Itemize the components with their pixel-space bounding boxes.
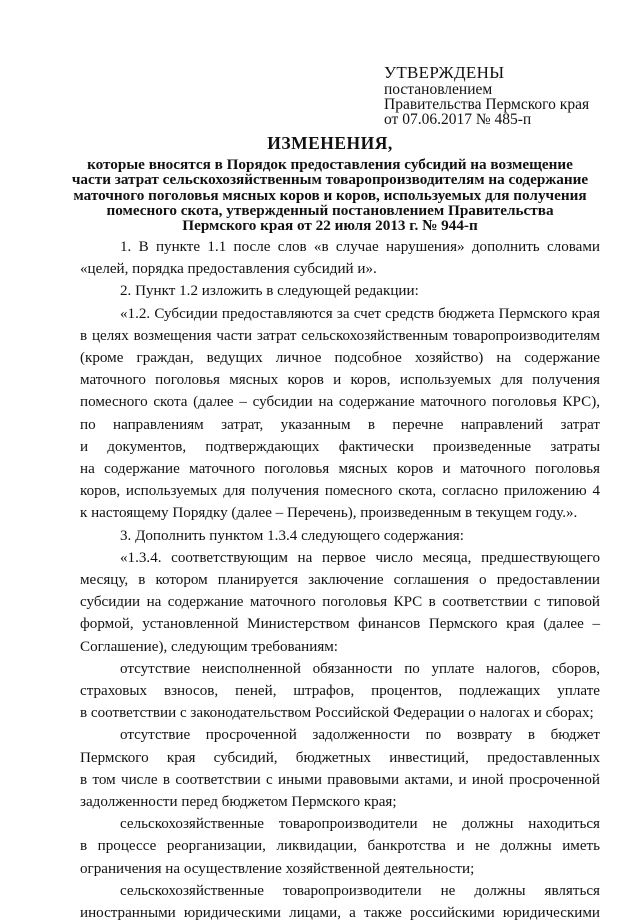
- approval-title: УТВЕРЖДЕНЫ: [384, 63, 505, 82]
- body-line: «целей, порядка предоставления субсидий и».: [80, 261, 377, 278]
- approval-line: Правительства Пермского края: [384, 96, 590, 113]
- body-line: страховых взносов, пеней, штрафов, процентов, подлежащих уплате: [80, 683, 600, 700]
- body-line: на содержание маточного поголовья мясных коров и маточного поголовья: [80, 461, 600, 478]
- body-line: по направлениям затрат, указанным в перечне направлений затрат: [80, 416, 600, 433]
- body-line: ограничения на осуществление хозяйственной деятельности;: [80, 860, 475, 877]
- body-line: 3. Дополнить пунктом 1.3.4 следующего содержания:: [120, 527, 464, 544]
- heading-title: ИЗМЕНЕНИЯ,: [267, 133, 393, 153]
- body-line: формой, установленной Министерством финансов Пермского края (далее –: [80, 616, 600, 633]
- document-heading: [60, 133, 600, 233]
- body-line: «1.3.4. соответствующим на первое число месяца, предшествующего: [120, 549, 600, 566]
- approval-block: [384, 64, 624, 127]
- body-line: Пермского края субсидий, бюджетных инвестиций, предоставленных: [80, 749, 600, 766]
- body-line: субсидии на содержание маточного поголовья КРС в соответствии с типовой: [80, 594, 600, 611]
- body-line: отсутствие неисполненной обязанности по уплате налогов, сборов,: [120, 660, 600, 677]
- heading-subtitle-line: которые вносятся в Порядок предоставления субсидий на возмещение: [87, 156, 573, 173]
- body-line: иностранными юридическими лицами, а также российскими юридическими: [80, 905, 600, 922]
- body-line: задолженности перед бюджетом Пермского края;: [80, 794, 397, 811]
- heading-subtitle-line: маточного поголовья мясных коров и коров, используемых для получения: [73, 186, 587, 204]
- body-line: 1. В пункте 1.1 после слов «в случае нарушения» дополнить словами: [120, 239, 600, 255]
- approval-line: постановлением: [384, 81, 493, 98]
- document-body: [80, 236, 600, 924]
- body-line: (кроме граждан, ведущих личное подсобное хозяйство) на содержание: [80, 350, 600, 367]
- heading-subtitle-line: помесного скота, утвержденный постановлением Правительства: [106, 201, 554, 219]
- heading-subtitle-line: части затрат сельскохозяйственным товаропроизводителям на содержание: [71, 171, 589, 189]
- body-line: маточного поголовья мясных коров и коров, используемых для получения: [80, 372, 600, 389]
- body-line: коров, используемых для получения помесного скота, согласно приложению 4: [80, 483, 600, 500]
- body-line: в том числе в соответствии с иными правовыми актами, и иной просроченной: [80, 771, 600, 788]
- body-line: в соответствии с законодательством Российской Федерации о налогах и сборах;: [80, 705, 594, 722]
- body-line: в целях возмещения части затрат сельскохозяйственным товаропроизводителям: [80, 327, 600, 344]
- body-line: Соглашение), следующим требованиям:: [80, 638, 339, 655]
- body-line: в процессе реорганизации, ликвидации, банкротства и не должны иметь: [80, 838, 600, 855]
- body-line: помесного скота (далее – субсидии на содержание маточного поголовья КРС),: [80, 394, 600, 411]
- body-line: сельскохозяйственные товаропроизводители не должны находиться: [120, 816, 600, 833]
- body-line: месяцу, в котором планируется заключение соглашения о предоставлении: [80, 572, 600, 589]
- body-line: 2. Пункт 1.2 изложить в следующей редакции:: [120, 283, 419, 300]
- heading-subtitle: [60, 157, 600, 233]
- body-line: к настоящему Порядку (далее – Перечень), произведенным в текущем году.».: [80, 505, 578, 522]
- approval-line: от 07.06.2017 № 485-п: [384, 111, 532, 128]
- heading-subtitle-line: Пермского края от 22 июля 2013 г. № 944-п: [182, 217, 478, 235]
- body-line: и документов, подтверждающих фактически произведенные затраты: [80, 438, 600, 455]
- body-line: сельскохозяйственные товаропроизводители не должны являться: [120, 882, 600, 899]
- body-line: отсутствие просроченной задолженности по возврату в бюджет: [120, 727, 600, 744]
- body-line: «1.2. Субсидии предоставляются за счет средств бюджета Пермского края: [120, 305, 600, 322]
